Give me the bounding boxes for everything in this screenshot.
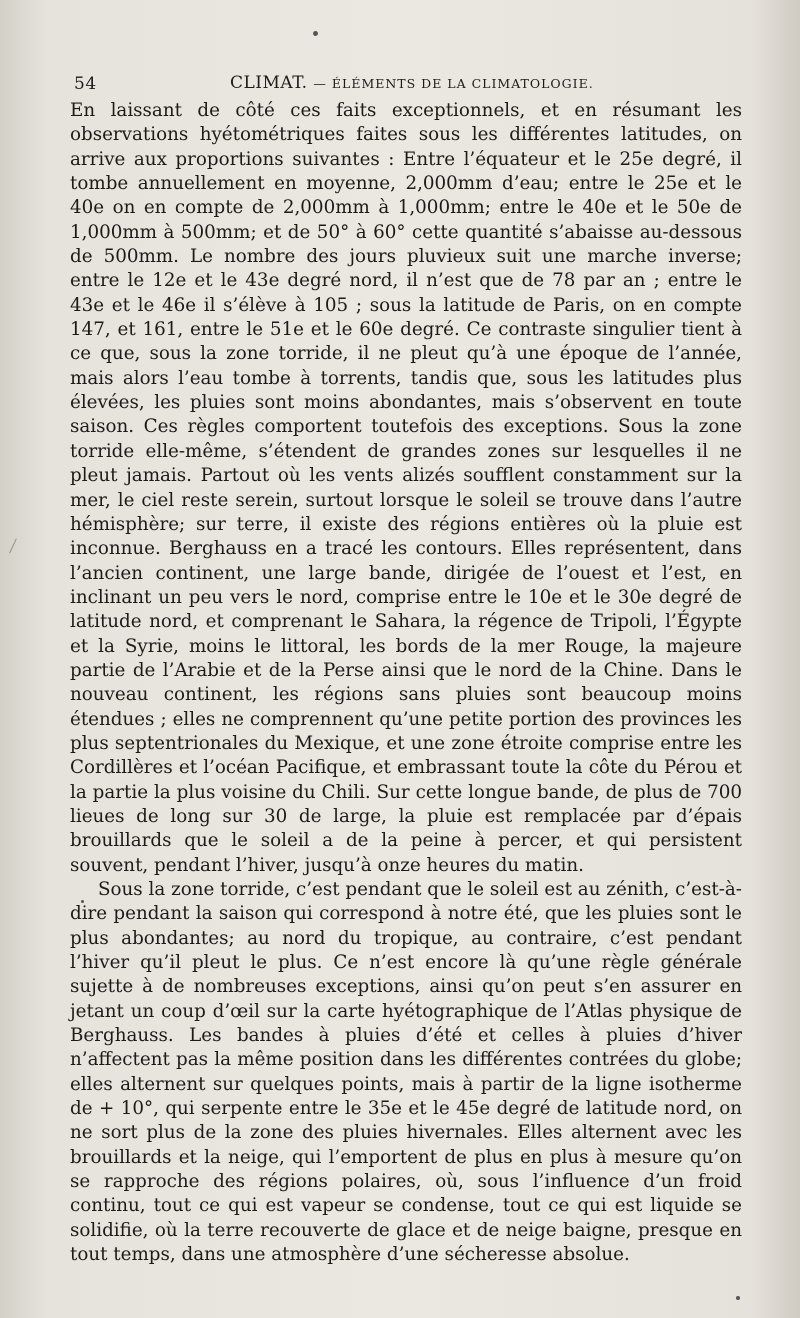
margin-pencil-mark: [9, 538, 26, 557]
paragraph: En laissant de côté ces faits exceptionnels, et en résumant les observations hyétométriques faites sous les différentes latitudes, on arrive aux proportions suivantes : Entre l’équateur et le 25e degré, il tombe annuellement en moyenne, 2,000mm d’eau; entre le 25e et le 40e on en compte de 2,000mm à 1,000mm; entre le 40e et le 50e de 1,000mm à 500mm; et de 50° à 60° cette quantité s’abaisse au-dessous de 500mm. Le nombre des jours pluvieux suit une marche inverse; entre le 12e et le 43e degré nord, il n’est que de 78 par an ; entre le 43e et le 46e il s’élève à 105 ; sous la latitude de Paris, on en compte 147, et 161, entre le 51e et le 60e degré. Ce contraste singulier tient à ce que, sous la zone torride, il ne pleut qu’à une époque de l’année, mais alors l’eau tombe à torrents, tandis que, sous les latitudes plus élevées, les pluies sont moins abondantes, mais s’observent en toute saison. Ces règles comportent toutefois des exceptions. Sous la zone torride elle-même, s’étendent de grandes zones sur lesquelles il ne pleut jamais. Partout où les vents alizés soufflent constamment sur la mer, le ciel reste serein, surtout lorsque le soleil se trouve dans l’autre hémisphère; sur terre, il existe des régions entières où la pluie est inconnue. Berghauss en a tracé les contours. Elles représentent, dans l’ancien continent, une large bande, dirigée de l’ouest et l’est, en inclinant un peu vers le nord, comprise entre le 10e et le 30e degré de latitude nord, et comprenant le Sahara, la régence de Tripoli, l’Égypte et la Syrie, moins le littoral, les bords de la mer Rouge, la majeure partie de l’Arabie et de la Perse ainsi que le nord de la Chine. Dans le nouveau continent, les régions sans pluies sont beaucoup moins étendues ; elles ne comprennent qu’une petite portion des provinces les plus septentrionales du Mexique, et une zone étroite comprise entre les Cordillères et l’océan Pacifique, et embrassant toute la côte du Pérou et la partie la plus voisine du Chili. Sur cette longue bande, de plus de 700 lieues de long sur 30 de large, la pluie est remplacée par d’épais brouillards que le soleil a de la peine à percer, et qui persistent souvent, pendant l’hiver, jusqu’à onze heures du matin.: [70, 100, 742, 876]
running-head: [230, 73, 594, 93]
page-header: [74, 72, 744, 100]
ink-speck: [313, 31, 318, 36]
ink-speck: [736, 1296, 740, 1300]
running-head-title: CLIMAT.: [230, 73, 308, 93]
paragraph: Sous la zone torride, c’est pendant que le soleil est au zénith, c’est-à-dire pendant la saison qui correspond à notre été, que les pluies sont le plus abondantes; au nord du tropique, au contraire, c’est pendant l’hiver qu’il pleut le plus. Ce n’est encore là qu’une règle générale sujette à de nombreuses exceptions, ainsi qu’on peut s’en assurer en jetant un coup d’œil sur la carte hyétographique de l’Atlas physique de Berghauss. Les bandes à pluies d’été et celles à pluies d’hiver n’affectent pas la même position dans les différentes contrées du globe; elles alternent sur quelques points, mais à partir de la ligne isotherme de + 10°, qui serpente entre le 35e et le 45e degré de latitude nord, on ne sort plus de la zone des pluies hivernales. Elles alternent avec les brouillards et la neige, qui l’emportent de plus en plus à mesure qu’on se rapproche des régions polaires, où, sous l’influence d’un froid continu, tout ce qui est vapeur se condense, tout ce qui est liquide se solidifie, où la terre recouverte de glace et de neige baigne, presque en tout temps, dans une atmosphère d’une sécheresse absolue.: [70, 879, 742, 1266]
body-text: [70, 99, 742, 1268]
page-number: 54: [74, 74, 97, 94]
running-head-subtitle: — ÉLÉMENTS DE LA CLIMATOLOGIE.: [313, 76, 594, 91]
